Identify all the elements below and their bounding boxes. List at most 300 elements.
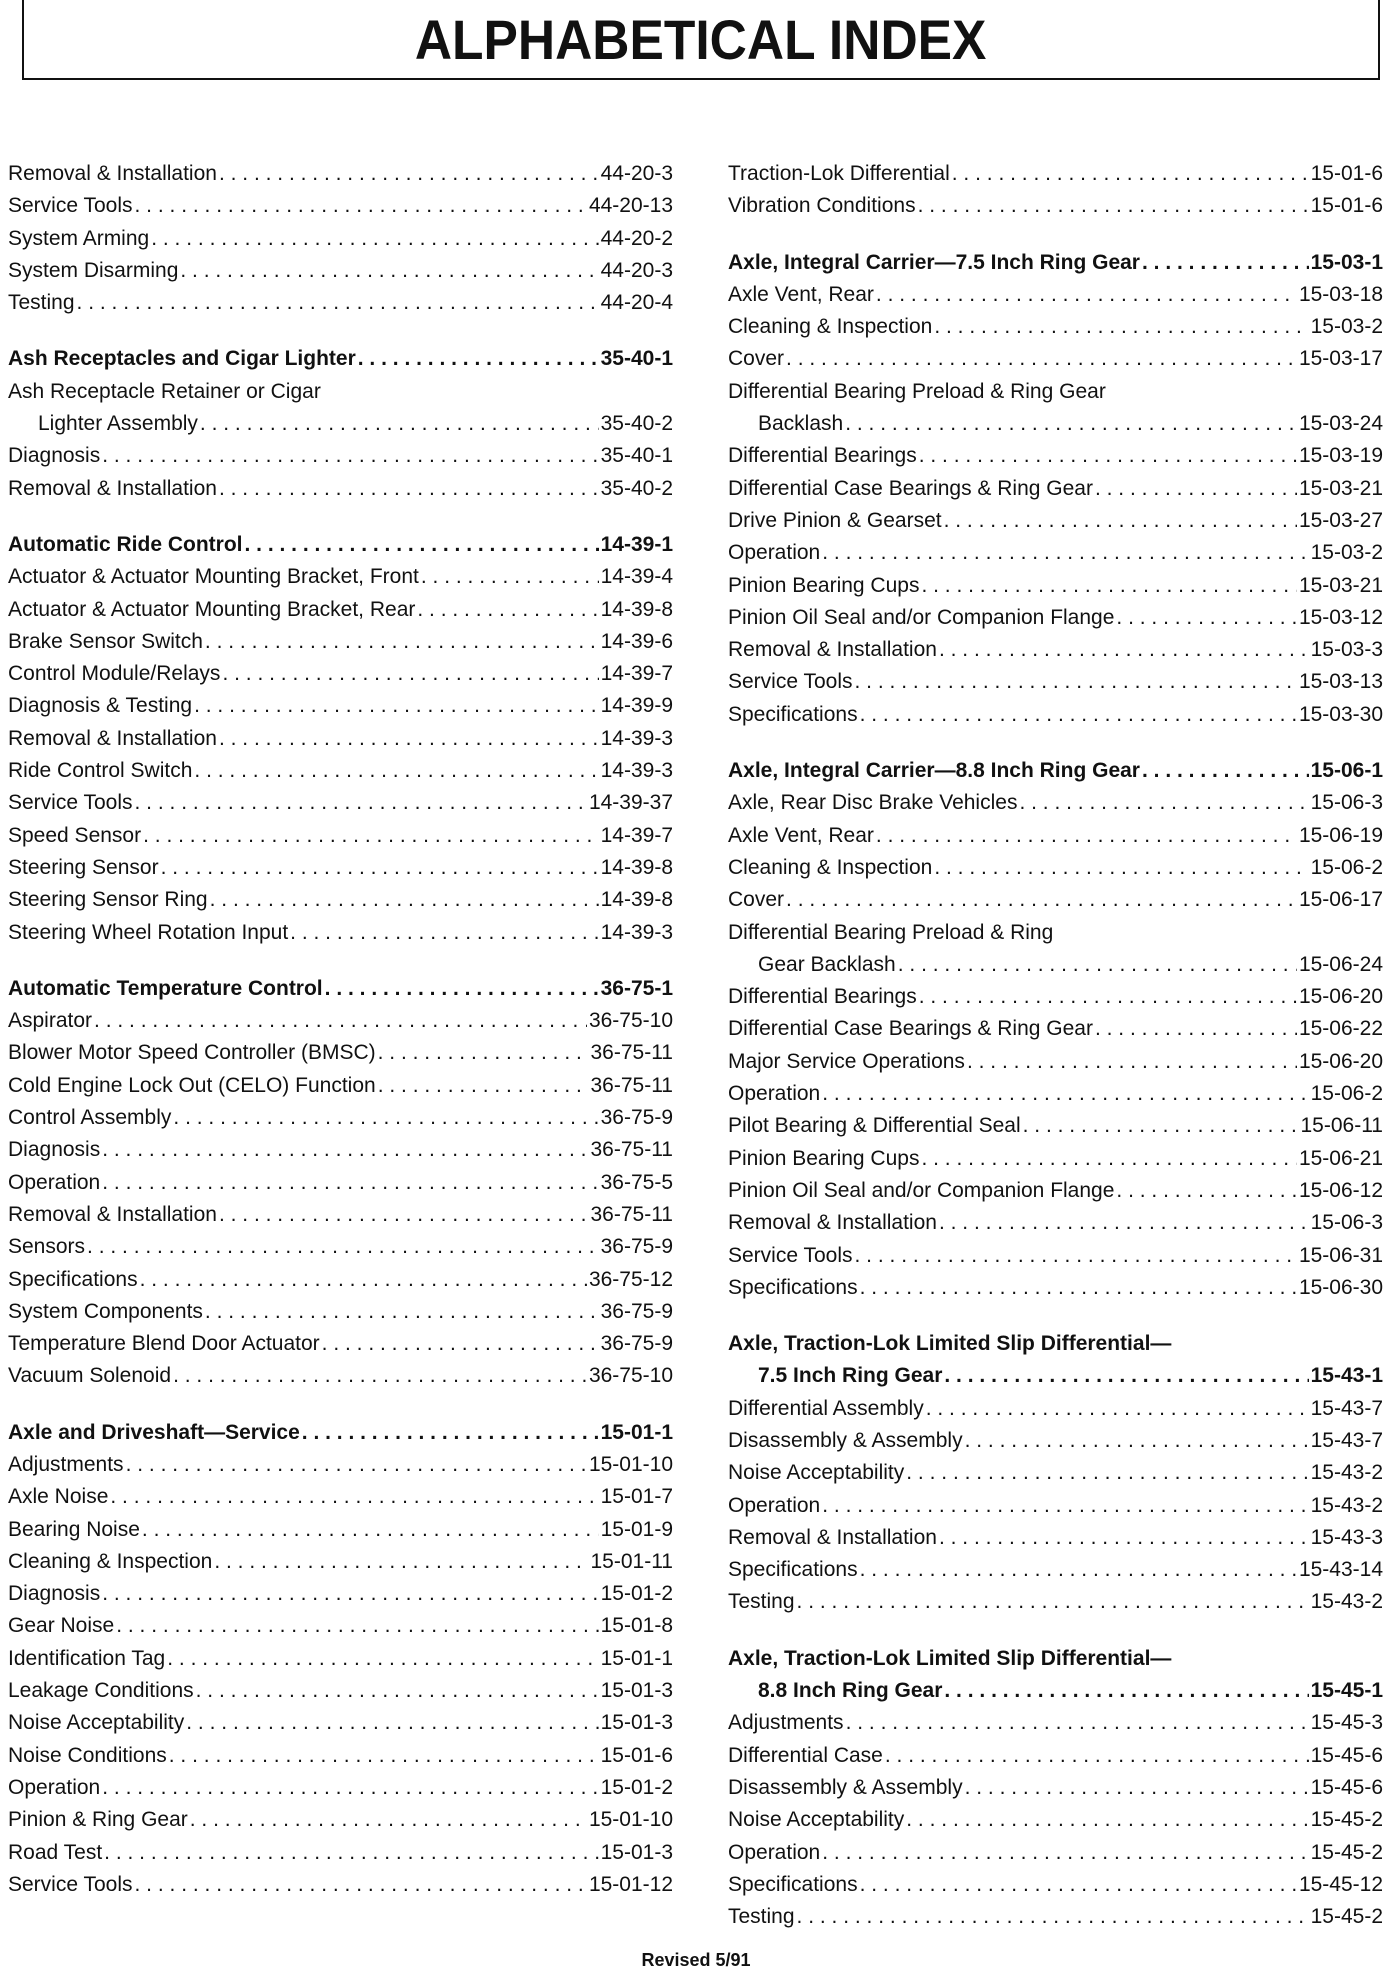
leader-dots bbox=[219, 158, 599, 190]
entry-page-number: 15-06-21 bbox=[1298, 1146, 1383, 1170]
entry-label: Testing bbox=[728, 1590, 795, 1614]
entry-page-number: 15-03-1 bbox=[1310, 250, 1383, 274]
entry-label: Pinion Bearing Cups bbox=[728, 573, 920, 597]
leader-dots bbox=[952, 158, 1309, 190]
index-entry bbox=[8, 626, 673, 658]
entry-label: Specifications bbox=[8, 1267, 138, 1291]
entry-page-number: 36-75-10 bbox=[588, 1009, 673, 1033]
leader-dots bbox=[1116, 602, 1297, 634]
entry-label: Cleaning & Inspection bbox=[728, 855, 933, 879]
index-entry bbox=[8, 1869, 673, 1901]
entry-label: Disassembly & Assembly bbox=[728, 1428, 963, 1452]
leader-dots bbox=[1142, 755, 1309, 787]
entry-page-number: 14-39-7 bbox=[600, 823, 673, 847]
entry-page-number: 15-43-7 bbox=[1310, 1428, 1383, 1452]
entry-page-number: 15-45-2 bbox=[1310, 1905, 1383, 1929]
entry-page-number: 15-43-2 bbox=[1310, 1590, 1383, 1614]
leader-dots bbox=[944, 1675, 1308, 1707]
index-entry bbox=[8, 287, 673, 319]
leader-dots bbox=[194, 690, 599, 722]
entry-page-number: 36-75-10 bbox=[588, 1364, 673, 1388]
entry-label: Axle Vent, Rear bbox=[728, 282, 874, 306]
entry-label: Removal & Installation bbox=[8, 162, 217, 185]
index-section bbox=[728, 1328, 1383, 1619]
entry-label: Differential Assembly bbox=[728, 1396, 924, 1420]
entry-page-number: 15-06-20 bbox=[1298, 1049, 1383, 1073]
entry-label: Diagnosis bbox=[8, 1582, 101, 1606]
leader-dots bbox=[245, 529, 599, 561]
entry-page-number: 44-20-3 bbox=[600, 162, 673, 185]
index-entry bbox=[728, 1901, 1383, 1933]
index-heading bbox=[728, 247, 1383, 279]
index-entry bbox=[728, 440, 1383, 472]
index-entry bbox=[8, 1772, 673, 1804]
entry-page-number: 15-03-18 bbox=[1298, 282, 1383, 306]
entry-label: Differential Bearings bbox=[728, 444, 917, 468]
leader-dots bbox=[219, 473, 599, 505]
index-entry bbox=[8, 1675, 673, 1707]
entry-label: Gear Backlash bbox=[758, 952, 896, 976]
index-entry bbox=[8, 1449, 673, 1481]
entry-page-number: 36-75-9 bbox=[600, 1235, 673, 1259]
index-entry bbox=[728, 473, 1383, 505]
leader-dots bbox=[219, 723, 599, 755]
entry-page-number: 15-06-2 bbox=[1310, 855, 1383, 879]
entry-page-number: 15-01-2 bbox=[600, 1775, 673, 1799]
entry-label: Removal & Installation bbox=[728, 1525, 937, 1549]
leader-dots bbox=[135, 1869, 587, 1901]
index-entry bbox=[8, 1643, 673, 1675]
entry-label: Removal & Installation bbox=[8, 1202, 217, 1226]
index-heading bbox=[8, 1417, 673, 1449]
entry-label: Specifications bbox=[728, 1872, 858, 1896]
index-entry bbox=[8, 658, 673, 690]
index-entry bbox=[728, 1272, 1383, 1304]
entry-page-number: 14-39-3 bbox=[600, 759, 673, 783]
entry-label: Removal & Installation bbox=[8, 476, 217, 500]
leader-dots bbox=[378, 1070, 589, 1102]
entry-label: Specifications bbox=[728, 1558, 858, 1582]
leader-dots bbox=[797, 1901, 1309, 1933]
entry-label: Operation bbox=[728, 1493, 821, 1517]
entry-page-number: 15-45-12 bbox=[1298, 1872, 1383, 1896]
entry-label: Road Test bbox=[8, 1840, 103, 1864]
entry-label: Cleaning & Inspection bbox=[8, 1549, 213, 1573]
entry-page-number: 36-75-9 bbox=[600, 1332, 673, 1356]
index-entry bbox=[728, 699, 1383, 731]
index-entry bbox=[8, 1231, 673, 1263]
leader-dots bbox=[151, 223, 598, 255]
entry-page-number: 14-39-7 bbox=[600, 662, 673, 686]
index-entry bbox=[8, 1804, 673, 1836]
entry-label: Speed Sensor bbox=[8, 823, 142, 847]
leader-dots bbox=[1095, 473, 1297, 505]
leader-dots bbox=[102, 440, 598, 472]
index-entry bbox=[728, 787, 1383, 819]
entry-page-number: 15-45-6 bbox=[1310, 1743, 1383, 1767]
entry-label: Differential Case bbox=[728, 1743, 883, 1767]
leader-dots bbox=[860, 1272, 1297, 1304]
entry-label: Ride Control Switch bbox=[8, 759, 193, 783]
entry-label: Service Tools bbox=[728, 670, 853, 694]
entry-label: Axle, Rear Disc Brake Vehicles bbox=[728, 791, 1018, 815]
entry-label: Operation bbox=[8, 1775, 101, 1799]
entry-page-number: 15-03-17 bbox=[1298, 347, 1383, 371]
leader-dots bbox=[876, 820, 1297, 852]
entry-label: Noise Acceptability bbox=[8, 1711, 185, 1735]
leader-dots bbox=[322, 1328, 599, 1360]
index-entry bbox=[8, 255, 673, 287]
leader-dots bbox=[210, 884, 599, 916]
entry-label: Adjustments bbox=[8, 1452, 124, 1476]
entry-page-number: 15-45-2 bbox=[1310, 1840, 1383, 1864]
index-entry bbox=[728, 343, 1383, 375]
leader-dots bbox=[358, 343, 599, 375]
leader-dots bbox=[173, 1102, 598, 1134]
leader-dots bbox=[200, 408, 599, 440]
entry-page-number: 14-39-9 bbox=[600, 694, 673, 718]
entry-label: Blower Motor Speed Controller (BMSC) bbox=[8, 1041, 376, 1065]
leader-dots bbox=[140, 1264, 587, 1296]
leader-dots bbox=[921, 570, 1296, 602]
index-entry bbox=[728, 1740, 1383, 1772]
index-entry bbox=[728, 1013, 1383, 1045]
entry-page-number: 15-06-24 bbox=[1298, 952, 1383, 976]
entry-page-number: 14-39-3 bbox=[600, 726, 673, 750]
leader-dots bbox=[860, 699, 1297, 731]
entry-label: Automatic Temperature Control bbox=[8, 976, 323, 1000]
index-entry bbox=[8, 690, 673, 722]
leader-dots bbox=[898, 949, 1297, 981]
entry-page-number: 14-39-8 bbox=[600, 855, 673, 879]
entry-label: Steering Sensor Ring bbox=[8, 888, 208, 912]
index-entry bbox=[728, 1207, 1383, 1239]
entry-page-number: 15-03-27 bbox=[1298, 508, 1383, 532]
entry-page-number: 15-01-6 bbox=[1310, 162, 1383, 185]
entry-label: Ash Receptacles and Cigar Lighter bbox=[8, 347, 356, 371]
entry-label: Steering Wheel Rotation Input bbox=[8, 920, 289, 944]
index-entry bbox=[728, 1586, 1383, 1618]
index-entry bbox=[728, 884, 1383, 916]
index-section bbox=[8, 973, 673, 1393]
entry-label: Noise Conditions bbox=[8, 1743, 167, 1767]
index-entry bbox=[8, 884, 673, 916]
entry-page-number: 44-20-3 bbox=[600, 258, 673, 282]
entry-page-number: 15-03-24 bbox=[1298, 412, 1383, 436]
entry-page-number: 15-06-22 bbox=[1298, 1017, 1383, 1041]
leader-dots bbox=[186, 1707, 598, 1739]
leader-dots bbox=[967, 1046, 1297, 1078]
index-heading bbox=[728, 1360, 1383, 1392]
entry-page-number: 14-39-8 bbox=[600, 888, 673, 912]
leader-dots bbox=[845, 408, 1297, 440]
leader-dots bbox=[797, 1586, 1309, 1618]
index-entry bbox=[728, 279, 1383, 311]
entry-label: Cover bbox=[728, 888, 785, 912]
page-title: ALPHABETICAL INDEX bbox=[415, 7, 987, 71]
entry-page-number: 15-01-3 bbox=[600, 1679, 673, 1703]
leader-dots bbox=[965, 1772, 1309, 1804]
leader-dots bbox=[822, 537, 1308, 569]
index-entry bbox=[8, 1740, 673, 1772]
entry-page-number: 14-39-37 bbox=[588, 791, 673, 815]
leader-dots bbox=[944, 1360, 1308, 1392]
leader-dots bbox=[934, 852, 1308, 884]
leader-dots bbox=[926, 1393, 1309, 1425]
leader-dots bbox=[417, 594, 598, 626]
entry-label: Major Service Operations bbox=[728, 1049, 965, 1073]
index-entry bbox=[728, 949, 1383, 981]
index-entry bbox=[8, 723, 673, 755]
index-entry bbox=[8, 1837, 673, 1869]
entry-page-number: 36-75-11 bbox=[590, 1138, 673, 1162]
index-entry bbox=[728, 1078, 1383, 1110]
leader-dots bbox=[104, 1837, 598, 1869]
entry-page-number: 15-45-6 bbox=[1310, 1775, 1383, 1799]
entry-label: Cleaning & Inspection bbox=[728, 315, 933, 339]
entry-label: 7.5 Inch Ring Gear bbox=[758, 1364, 943, 1388]
entry-label: Leakage Conditions bbox=[8, 1679, 194, 1703]
entry-label: Specifications bbox=[728, 702, 858, 726]
entry-label: Noise Acceptability bbox=[728, 1461, 905, 1485]
entry-label: Service Tools bbox=[728, 1243, 853, 1267]
leader-dots bbox=[846, 1707, 1309, 1739]
leader-dots bbox=[919, 440, 1297, 472]
right-column bbox=[728, 158, 1383, 1957]
index-entry bbox=[728, 1554, 1383, 1586]
entry-label: Differential Case Bearings & Ring Gear bbox=[728, 476, 1093, 500]
entry-page-number: 15-03-19 bbox=[1298, 444, 1383, 468]
leader-dots bbox=[939, 1522, 1309, 1554]
leader-dots bbox=[944, 505, 1297, 537]
index-entry bbox=[728, 917, 1383, 949]
entry-label: Pinion Oil Seal and/or Companion Flange bbox=[728, 605, 1115, 629]
entry-page-number: 14-39-1 bbox=[600, 532, 673, 556]
index-entry bbox=[8, 594, 673, 626]
index-entry bbox=[728, 1490, 1383, 1522]
index-heading bbox=[8, 529, 673, 561]
entry-label: Axle, Traction-Lok Limited Slip Differential— bbox=[728, 1646, 1172, 1670]
entry-page-number: 15-43-3 bbox=[1310, 1525, 1383, 1549]
entry-label: Service Tools bbox=[8, 791, 133, 815]
entry-page-number: 15-06-2 bbox=[1310, 1082, 1383, 1106]
entry-label: Operation bbox=[728, 1082, 821, 1106]
leader-dots bbox=[885, 1740, 1309, 1772]
entry-page-number: 35-40-2 bbox=[600, 412, 673, 436]
entry-page-number: 44-20-4 bbox=[600, 291, 673, 315]
entry-page-number: 15-01-3 bbox=[600, 1711, 673, 1735]
entry-page-number: 15-01-10 bbox=[588, 1808, 673, 1832]
entry-label: Axle, Integral Carrier—7.5 Inch Ring Gear bbox=[728, 250, 1140, 274]
index-section bbox=[728, 755, 1383, 1304]
index-heading bbox=[728, 1643, 1383, 1675]
index-entry bbox=[728, 1393, 1383, 1425]
index-entry bbox=[8, 1546, 673, 1578]
leader-dots bbox=[161, 852, 599, 884]
leader-dots bbox=[219, 1199, 589, 1231]
entry-page-number: 15-06-11 bbox=[1300, 1114, 1383, 1138]
entry-label: Automatic Ride Control bbox=[8, 532, 243, 556]
index-entry bbox=[728, 158, 1383, 190]
entry-label: Removal & Installation bbox=[8, 726, 217, 750]
leader-dots bbox=[860, 1554, 1297, 1586]
entry-label: Disassembly & Assembly bbox=[728, 1775, 963, 1799]
index-entry bbox=[8, 1578, 673, 1610]
leader-dots bbox=[77, 287, 599, 319]
entry-page-number: 15-43-14 bbox=[1298, 1558, 1383, 1582]
leader-dots bbox=[135, 190, 587, 222]
index-entry bbox=[8, 1102, 673, 1134]
entry-label: Axle Noise bbox=[8, 1485, 109, 1509]
entry-label: Aspirator bbox=[8, 1009, 93, 1033]
index-entry bbox=[8, 440, 673, 472]
entry-label: Gear Noise bbox=[8, 1614, 115, 1638]
entry-page-number: 36-75-12 bbox=[588, 1267, 673, 1291]
entry-page-number: 35-40-1 bbox=[600, 347, 673, 371]
leader-dots bbox=[965, 1425, 1309, 1457]
leader-dots bbox=[906, 1457, 1308, 1489]
index-entry bbox=[728, 1869, 1383, 1901]
entry-label: Diagnosis & Testing bbox=[8, 694, 193, 718]
entry-page-number: 15-01-6 bbox=[1310, 194, 1383, 218]
entry-page-number: 15-06-17 bbox=[1298, 888, 1383, 912]
entry-label: Adjustments bbox=[728, 1711, 844, 1735]
leader-dots bbox=[102, 1134, 588, 1166]
leader-dots bbox=[196, 1675, 599, 1707]
entry-label: Differential Case Bearings & Ring Gear bbox=[728, 1017, 1093, 1041]
entry-label: Service Tools bbox=[8, 194, 133, 218]
index-entry bbox=[8, 755, 673, 787]
leader-dots bbox=[214, 1546, 588, 1578]
index-entry bbox=[728, 1425, 1383, 1457]
index-entry bbox=[728, 570, 1383, 602]
index-entry bbox=[8, 787, 673, 819]
title-box bbox=[22, 0, 1380, 80]
index-entry bbox=[728, 1457, 1383, 1489]
entry-page-number: 14-39-3 bbox=[600, 920, 673, 944]
leader-dots bbox=[143, 820, 599, 852]
leader-dots bbox=[1019, 787, 1308, 819]
index-entry bbox=[728, 505, 1383, 537]
entry-label: Ash Receptacle Retainer or Cigar bbox=[8, 379, 321, 403]
leader-dots bbox=[1116, 1175, 1297, 1207]
leader-dots bbox=[194, 755, 598, 787]
entry-page-number: 15-06-31 bbox=[1298, 1243, 1383, 1267]
entry-page-number: 36-75-5 bbox=[600, 1170, 673, 1194]
index-entry bbox=[8, 1328, 673, 1360]
leader-dots bbox=[421, 561, 599, 593]
index-entry bbox=[8, 190, 673, 222]
index-entry bbox=[8, 1707, 673, 1739]
index-entry bbox=[728, 1143, 1383, 1175]
entry-page-number: 15-43-2 bbox=[1310, 1493, 1383, 1517]
entry-label: Specifications bbox=[728, 1275, 858, 1299]
entry-page-number: 15-03-2 bbox=[1310, 315, 1383, 339]
entry-page-number: 35-40-2 bbox=[600, 476, 673, 500]
leader-dots bbox=[822, 1837, 1308, 1869]
leader-dots bbox=[855, 666, 1297, 698]
entry-label: Steering Sensor bbox=[8, 855, 159, 879]
entry-label: Bearing Noise bbox=[8, 1517, 140, 1541]
index-entry bbox=[8, 1199, 673, 1231]
entry-label: Removal & Installation bbox=[728, 1211, 937, 1235]
index-entry bbox=[728, 602, 1383, 634]
entry-page-number: 15-01-8 bbox=[600, 1614, 673, 1638]
entry-page-number: 15-45-2 bbox=[1310, 1808, 1383, 1832]
entry-label: System Arming bbox=[8, 226, 150, 250]
entry-label: Vibration Conditions bbox=[728, 194, 916, 218]
index-entry bbox=[8, 1514, 673, 1546]
index-entry bbox=[728, 666, 1383, 698]
entry-label: Operation bbox=[728, 1840, 821, 1864]
index-entry bbox=[8, 1005, 673, 1037]
entry-label: Brake Sensor Switch bbox=[8, 629, 203, 653]
leader-dots bbox=[939, 1207, 1309, 1239]
entry-page-number: 14-39-8 bbox=[600, 597, 673, 621]
leader-dots bbox=[325, 973, 599, 1005]
entry-page-number: 15-01-1 bbox=[600, 1646, 673, 1670]
index-entry bbox=[728, 376, 1383, 408]
entry-page-number: 36-75-9 bbox=[600, 1106, 673, 1130]
entry-label: Identification Tag bbox=[8, 1646, 166, 1670]
index-entry bbox=[8, 1296, 673, 1328]
entry-label: System Disarming bbox=[8, 258, 179, 282]
entry-page-number: 15-06-3 bbox=[1310, 791, 1383, 815]
entry-label: Traction-Lok Differential bbox=[728, 162, 950, 185]
index-entry bbox=[8, 223, 673, 255]
leader-dots bbox=[918, 190, 1309, 222]
index-entry bbox=[8, 1610, 673, 1642]
leader-dots bbox=[126, 1449, 587, 1481]
index-entry bbox=[728, 1837, 1383, 1869]
entry-label: Drive Pinion & Gearset bbox=[728, 508, 942, 532]
entry-label: Diagnosis bbox=[8, 444, 101, 468]
index-heading bbox=[8, 343, 673, 375]
index-entry bbox=[8, 1360, 673, 1392]
entry-label: Axle, Integral Carrier—8.8 Inch Ring Gear bbox=[728, 759, 1140, 783]
index-entry bbox=[8, 1070, 673, 1102]
entry-label: System Components bbox=[8, 1299, 203, 1323]
entry-page-number: 15-06-30 bbox=[1298, 1275, 1383, 1299]
leader-dots bbox=[87, 1231, 599, 1263]
index-entry bbox=[728, 408, 1383, 440]
index-entry bbox=[728, 820, 1383, 852]
entry-label: Diagnosis bbox=[8, 1138, 101, 1162]
leader-dots bbox=[786, 884, 1297, 916]
entry-label: Service Tools bbox=[8, 1872, 133, 1896]
entry-label: Vacuum Solenoid bbox=[8, 1364, 172, 1388]
leader-dots bbox=[786, 343, 1297, 375]
entry-label: Sensors bbox=[8, 1235, 86, 1259]
entry-page-number: 15-45-3 bbox=[1310, 1711, 1383, 1735]
entry-label: Removal & Installation bbox=[728, 638, 937, 662]
index-entry bbox=[8, 158, 673, 190]
index-entry bbox=[8, 1037, 673, 1069]
entry-page-number: 15-01-2 bbox=[600, 1582, 673, 1606]
entry-page-number: 15-43-2 bbox=[1310, 1461, 1383, 1485]
entry-label: Backlash bbox=[758, 412, 844, 436]
left-column bbox=[8, 158, 673, 1925]
index-entry bbox=[728, 1046, 1383, 1078]
leader-dots bbox=[876, 279, 1297, 311]
entry-label: Testing bbox=[8, 291, 75, 315]
entry-label: Axle, Traction-Lok Limited Slip Differential— bbox=[728, 1332, 1172, 1356]
leader-dots bbox=[906, 1804, 1308, 1836]
revision-footer: Revised 5/91 bbox=[641, 1950, 751, 1970]
entry-page-number: 15-43-1 bbox=[1310, 1364, 1383, 1388]
entry-label: Axle Vent, Rear bbox=[728, 823, 874, 847]
entry-label: Operation bbox=[8, 1170, 101, 1194]
